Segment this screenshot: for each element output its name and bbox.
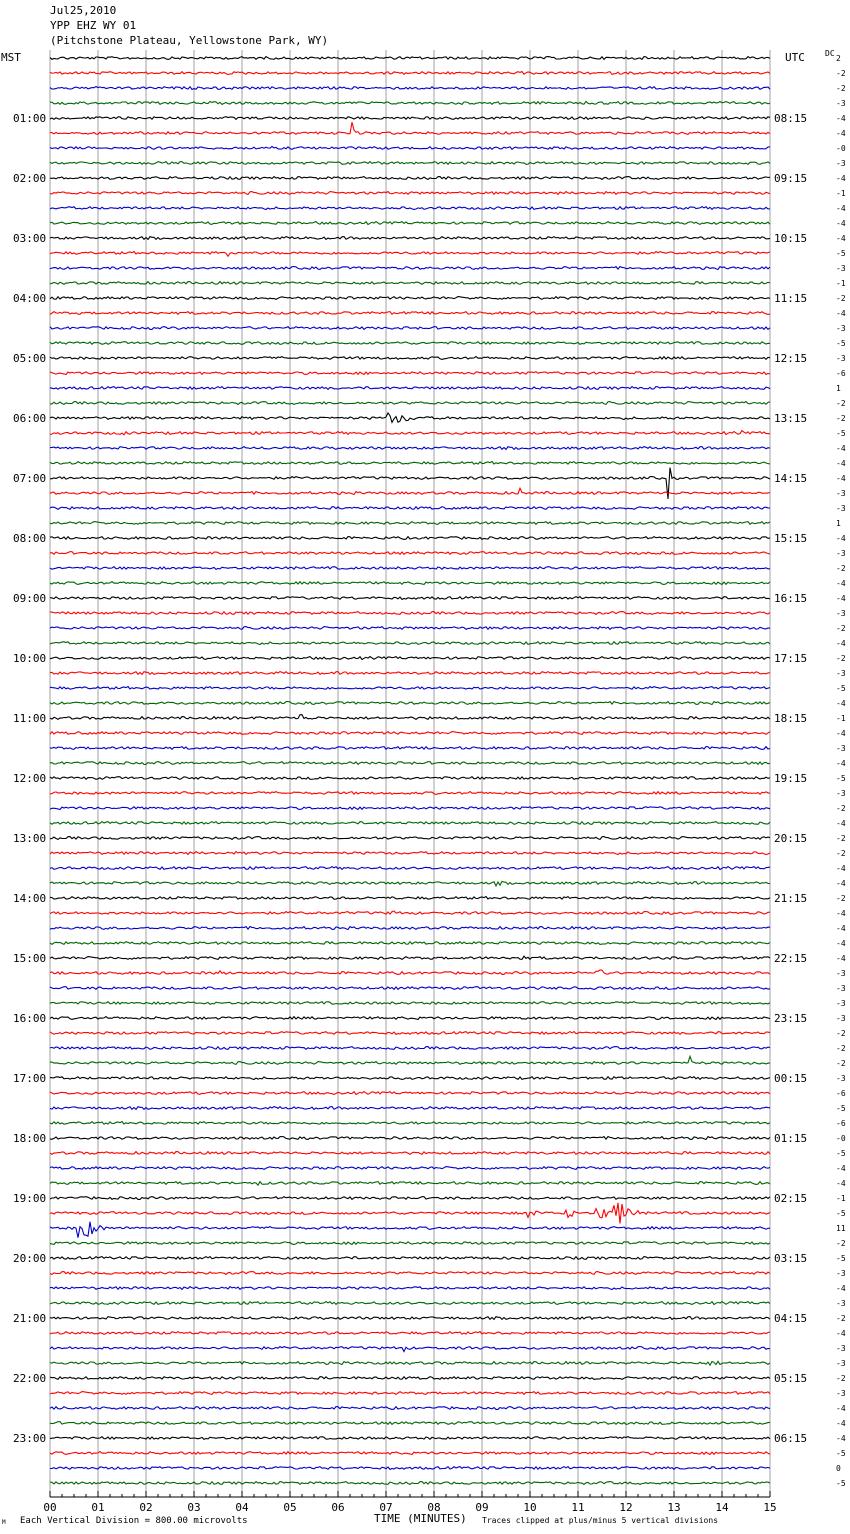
- mst-hour-label: 10:00: [13, 652, 47, 665]
- dc-offset-label: -5: [836, 1449, 846, 1458]
- dc-offset-label: -4: [836, 879, 846, 888]
- dc-offset-label: -5: [836, 429, 846, 438]
- mst-hour-label: 05:00: [13, 352, 47, 365]
- mst-hour-label: 19:00: [13, 1192, 47, 1205]
- trace-black: [50, 537, 770, 540]
- trace-green: [50, 1122, 770, 1125]
- trace-red: [50, 1203, 770, 1224]
- dc-offset-label: -4: [836, 459, 846, 468]
- trace-green: [50, 402, 770, 405]
- mst-hour-label: 02:00: [13, 172, 47, 185]
- trace-green: [50, 1002, 770, 1005]
- dc-offset-label: -4: [836, 699, 846, 708]
- dc-offset-label: -3: [836, 669, 846, 678]
- trace-black: [50, 1437, 770, 1440]
- trace-black: [50, 597, 770, 600]
- dc-offset-label: -4: [836, 1164, 846, 1173]
- mst-hour-label: 07:00: [13, 472, 47, 485]
- dc-offset-label: -2: [836, 654, 846, 663]
- x-tick-label: 13: [667, 1501, 681, 1514]
- trace-green: [50, 162, 770, 165]
- dc-offset-label: -4: [836, 819, 846, 828]
- x-axis-label: TIME (MINUTES): [374, 1512, 467, 1525]
- dc-offset-label: -3: [836, 1074, 846, 1083]
- trace-red: [50, 1092, 770, 1095]
- trace-red: [50, 431, 770, 435]
- trace-red: [50, 1332, 770, 1335]
- dc-offset-label: -1: [836, 279, 846, 288]
- dc-offset-label: -2: [836, 414, 846, 423]
- dc-offset-label: -2: [836, 564, 846, 573]
- dc-offset-label: -3: [836, 159, 846, 168]
- trace-green: [50, 1361, 770, 1365]
- dc-offset-label: -3: [836, 984, 846, 993]
- mst-hour-label: 22:00: [13, 1372, 47, 1385]
- dc-offset-label: -4: [836, 1434, 846, 1443]
- x-tick-label: 15: [763, 1501, 777, 1514]
- trace-red: [50, 552, 770, 555]
- dc-offset-label: -2: [836, 1314, 846, 1323]
- trace-green: [50, 762, 770, 765]
- utc-hour-label: 17:15: [774, 652, 808, 665]
- trace-black: [50, 897, 770, 900]
- utc-hour-label: 12:15: [774, 352, 808, 365]
- axis-labels: [1, 49, 846, 1488]
- mst-hour-label: 14:00: [13, 892, 47, 905]
- x-tick-label: 06: [331, 1501, 345, 1514]
- trace-blue: [50, 687, 770, 690]
- trace-blue: [50, 327, 770, 330]
- trace-black: [50, 1137, 770, 1140]
- dc-offset-label: -4: [836, 954, 846, 963]
- dc-offset-label: -4: [836, 1329, 846, 1338]
- dc-offset-label: -5: [836, 1104, 846, 1113]
- trace-green: [50, 1056, 770, 1064]
- dc-offset-label: -4: [836, 1404, 846, 1413]
- seismic-traces: [50, 57, 770, 1485]
- footer: [2, 1512, 718, 1526]
- trace-blue: [50, 87, 770, 90]
- mst-hour-label: 23:00: [13, 1432, 47, 1445]
- dc-offset-label: -4: [836, 1284, 846, 1293]
- utc-hour-label: 01:15: [774, 1132, 808, 1145]
- trace-black: [50, 177, 770, 180]
- dc-offset-label: -4: [836, 639, 846, 648]
- trace-blue: [50, 627, 770, 630]
- trace-black: [50, 357, 770, 360]
- trace-black: [50, 956, 770, 959]
- x-tick-label: 10: [523, 1501, 537, 1514]
- trace-red: [50, 911, 770, 914]
- dc-offset-label: -2: [836, 804, 846, 813]
- dc-offset-label: -4: [836, 579, 846, 588]
- trace-red: [50, 1032, 770, 1035]
- utc-hour-label: 16:15: [774, 592, 808, 605]
- trace-red: [50, 488, 770, 494]
- trace-black: [50, 413, 770, 423]
- trace-red: [50, 852, 770, 855]
- dc-offset-label: -3: [836, 1344, 846, 1353]
- clip-note: Traces clipped at plus/minus 5 vertical divisions: [482, 1516, 719, 1525]
- utc-hour-label: 02:15: [774, 1192, 808, 1205]
- dc-offset-label: -2: [836, 834, 846, 843]
- trace-blue: [50, 1347, 770, 1352]
- dc-offset-label: -6: [836, 369, 846, 378]
- x-tick-label: 07: [379, 1501, 393, 1514]
- trace-green: [50, 102, 770, 105]
- mst-hour-label: 18:00: [13, 1132, 47, 1145]
- dc-offset-label: -6: [836, 1089, 846, 1098]
- trace-green: [50, 462, 770, 465]
- utc-hour-label: 14:15: [774, 472, 808, 485]
- dc-offset-label: -4: [836, 939, 846, 948]
- x-tick-label: 01: [91, 1501, 105, 1514]
- dc-offset-label: -3: [836, 969, 846, 978]
- dc-offset-label: -3: [836, 1389, 846, 1398]
- dc-offset-label: -2: [836, 624, 846, 633]
- trace-black: [50, 777, 770, 780]
- trace-blue: [50, 207, 770, 210]
- utc-hour-label: 20:15: [774, 832, 808, 845]
- dc-offset-label: -3: [836, 1269, 846, 1278]
- scale-note: Each Vertical Division = 800.00 microvolts: [20, 1516, 248, 1526]
- trace-blue: [50, 1407, 770, 1410]
- trace-blue: [50, 267, 770, 270]
- trace-black: [50, 297, 770, 300]
- dc-offset-label: -4: [836, 759, 846, 768]
- dc-offset-label: -3: [836, 789, 846, 798]
- chart-date: Jul25,2010: [50, 4, 117, 17]
- dc-offset-label: -1: [836, 1194, 846, 1203]
- trace-green: [50, 702, 770, 705]
- dc-offset-label: -4: [836, 1419, 846, 1428]
- dc-offset-label: -4: [836, 114, 846, 123]
- trace-blue: [50, 747, 770, 750]
- mst-hour-label: 12:00: [13, 772, 47, 785]
- dc-offset-label: -4: [836, 309, 846, 318]
- x-axis: [43, 1491, 776, 1514]
- trace-red: [50, 970, 770, 975]
- utc-hour-label: 19:15: [774, 772, 808, 785]
- trace-black: [50, 1317, 770, 1320]
- trace-green: [50, 642, 770, 645]
- dc-offset-label: -2: [836, 1059, 846, 1068]
- dc-offset-label: -5: [836, 774, 846, 783]
- trace-green: [50, 222, 770, 225]
- dc-offset-label: -4: [836, 219, 846, 228]
- dc-offset-label: -0: [836, 144, 846, 153]
- trace-blue: [50, 567, 770, 570]
- dc-offset-label: -3: [836, 549, 846, 558]
- trace-black: [50, 837, 770, 840]
- dc-offset-label: -5: [836, 1479, 846, 1488]
- time-grid: [50, 50, 770, 1491]
- utc-hour-label: 03:15: [774, 1252, 808, 1265]
- dc-offset-label: -4: [836, 204, 846, 213]
- dc-offset-label: -5: [836, 249, 846, 258]
- mst-hour-label: 11:00: [13, 712, 47, 725]
- utc-hour-label: 04:15: [774, 1312, 808, 1325]
- dc-offset-label: -3: [836, 489, 846, 498]
- mst-hour-label: 17:00: [13, 1072, 47, 1085]
- trace-blue: [50, 507, 770, 510]
- dc-offset-label: -2: [836, 894, 846, 903]
- trace-green: [50, 1242, 770, 1245]
- trace-black: [50, 1377, 770, 1380]
- dc-offset-label: -2: [836, 849, 846, 858]
- x-tick-label: 00: [43, 1501, 57, 1514]
- dc-offset-label: -2: [836, 1374, 846, 1383]
- dc-offset-label: 1: [836, 384, 841, 393]
- x-tick-label: 02: [139, 1501, 153, 1514]
- trace-blue: [50, 927, 770, 930]
- dc-offset-label: -5: [836, 1209, 846, 1218]
- mst-hour-label: 20:00: [13, 1252, 47, 1265]
- trace-red: [50, 252, 770, 257]
- x-tick-label: 12: [619, 1501, 633, 1514]
- x-tick-label: 08: [427, 1501, 441, 1514]
- dc-offset-label: -3: [836, 1299, 846, 1308]
- trace-green: [50, 342, 770, 345]
- dc-offset-label: -4: [836, 234, 846, 243]
- trace-red: [50, 1452, 770, 1455]
- trace-blue: [50, 807, 770, 810]
- trace-blue: [50, 1047, 770, 1050]
- trace-blue: [50, 987, 770, 990]
- x-tick-label: 11: [571, 1501, 585, 1514]
- trace-blue: [50, 1287, 770, 1290]
- trace-red: [50, 372, 770, 375]
- trace-green: [50, 282, 770, 285]
- dc-offset-label: 11: [836, 1224, 846, 1233]
- dc-offset-label: -5: [836, 684, 846, 693]
- dc-offset-label: -2: [836, 1239, 846, 1248]
- dc-offset-label: -4: [836, 924, 846, 933]
- dc-offset-label: -4: [836, 909, 846, 918]
- dc-offset-label: -4: [836, 129, 846, 138]
- x-tick-label: 05: [283, 1501, 297, 1514]
- dc-title: DC: [825, 49, 835, 58]
- trace-black: [50, 117, 770, 120]
- trace-green: [50, 1302, 770, 1305]
- dc-offset-label: -0: [836, 1134, 846, 1143]
- mst-hour-label: 03:00: [13, 232, 47, 245]
- dc-offset-label: -3: [836, 504, 846, 513]
- trace-black: [50, 57, 770, 60]
- trace-black: [50, 1197, 770, 1200]
- trace-black: [50, 1017, 770, 1020]
- dc-offset-label: -2: [836, 69, 846, 78]
- trace-red: [50, 312, 770, 315]
- dc-offset-label: -3: [836, 999, 846, 1008]
- trace-red: [50, 672, 770, 675]
- mst-hour-label: 01:00: [13, 112, 47, 125]
- utc-hour-label: 18:15: [774, 712, 808, 725]
- dc-offset-label: -4: [836, 1179, 846, 1188]
- utc-hour-label: 10:15: [774, 232, 808, 245]
- dc-offset-label: -4: [836, 594, 846, 603]
- trace-blue: [50, 867, 770, 870]
- trace-blue: [50, 447, 770, 450]
- mst-hour-label: 13:00: [13, 832, 47, 845]
- trace-blue: [50, 1167, 770, 1170]
- dc-offset-label: -4: [836, 864, 846, 873]
- dc-offset-label: -6: [836, 1119, 846, 1128]
- trace-green: [50, 522, 770, 525]
- dc-offset-label: -2: [836, 399, 846, 408]
- trace-green: [50, 1182, 770, 1186]
- trace-blue: [50, 387, 770, 390]
- dc-offset-label: 2: [836, 54, 841, 63]
- dc-offset-label: -2: [836, 1044, 846, 1053]
- trace-green: [50, 1422, 770, 1425]
- trace-red: [50, 72, 770, 75]
- trace-green: [50, 822, 770, 825]
- trace-red: [50, 122, 770, 134]
- trace-black: [50, 237, 770, 240]
- trace-black: [50, 657, 770, 660]
- utc-hour-label: 15:15: [774, 532, 808, 545]
- trace-red: [50, 192, 770, 195]
- dc-offset-label: -4: [836, 729, 846, 738]
- utc-hour-label: 09:15: [774, 172, 808, 185]
- trace-red: [50, 732, 770, 735]
- dc-offset-label: -3: [836, 609, 846, 618]
- trace-blue: [50, 147, 770, 150]
- dc-offset-label: -3: [836, 1014, 846, 1023]
- trace-black: [50, 715, 770, 720]
- utc-hour-label: 08:15: [774, 112, 808, 125]
- dc-offset-label: -4: [836, 444, 846, 453]
- dc-offset-label: -2: [836, 1029, 846, 1038]
- chart-station: YPP EHZ WY 01: [50, 19, 137, 32]
- trace-blue: [50, 1467, 770, 1470]
- utc-hour-label: 11:15: [774, 292, 808, 305]
- trace-black: [50, 1257, 770, 1260]
- utc-hour-label: 22:15: [774, 952, 808, 965]
- trace-green: [50, 582, 770, 585]
- utc-hour-label: 05:15: [774, 1372, 808, 1385]
- dc-offset-label: -5: [836, 339, 846, 348]
- dc-offset-label: -3: [836, 744, 846, 753]
- trace-black: [50, 1077, 770, 1080]
- trace-red: [50, 1152, 770, 1155]
- mst-hour-label: 09:00: [13, 592, 47, 605]
- dc-offset-label: -4: [836, 474, 846, 483]
- dc-offset-label: -3: [836, 324, 846, 333]
- utc-hour-label: 13:15: [774, 412, 808, 425]
- dc-offset-label: -5: [836, 1254, 846, 1263]
- trace-green: [50, 942, 770, 945]
- x-tick-label: 09: [475, 1501, 489, 1514]
- right-axis-title: UTC: [785, 51, 805, 64]
- dc-offset-label: -3: [836, 264, 846, 273]
- trace-red: [50, 1272, 770, 1275]
- dc-offset-label: -4: [836, 534, 846, 543]
- trace-green: [50, 881, 770, 886]
- trace-red: [50, 792, 770, 795]
- dc-offset-label: 1: [836, 519, 841, 528]
- trace-blue: [50, 1222, 770, 1238]
- trace-black: [50, 468, 770, 499]
- trace-red: [50, 1392, 770, 1395]
- mst-hour-label: 04:00: [13, 292, 47, 305]
- utc-hour-label: 23:15: [774, 1012, 808, 1025]
- dc-offset-label: -1: [836, 714, 846, 723]
- dc-offset-label: -2: [836, 294, 846, 303]
- mst-hour-label: 06:00: [13, 412, 47, 425]
- utc-hour-label: 21:15: [774, 892, 808, 905]
- dc-offset-label: 0: [836, 1464, 841, 1473]
- mst-hour-label: 16:00: [13, 1012, 47, 1025]
- x-tick-label: 03: [187, 1501, 201, 1514]
- corner-mark: M: [2, 1519, 6, 1526]
- mst-hour-label: 15:00: [13, 952, 47, 965]
- chart-location: (Pitchstone Plateau, Yellowstone Park, WY): [50, 34, 329, 47]
- left-axis-title: MST: [1, 51, 21, 64]
- mst-hour-label: 21:00: [13, 1312, 47, 1325]
- trace-green: [50, 1482, 770, 1485]
- x-tick-label: 14: [715, 1501, 729, 1514]
- mst-hour-label: 08:00: [13, 532, 47, 545]
- dc-offset-label: -1: [836, 189, 846, 198]
- utc-hour-label: 00:15: [774, 1072, 808, 1085]
- dc-offset-label: -3: [836, 1359, 846, 1368]
- utc-hour-label: 06:15: [774, 1432, 808, 1445]
- dc-offset-label: -3: [836, 99, 846, 108]
- trace-red: [50, 612, 770, 615]
- dc-offset-label: -5: [836, 1149, 846, 1158]
- dc-offset-label: -2: [836, 84, 846, 93]
- x-tick-label: 04: [235, 1501, 249, 1514]
- dc-offset-label: -3: [836, 354, 846, 363]
- dc-offset-label: -4: [836, 174, 846, 183]
- trace-blue: [50, 1107, 770, 1110]
